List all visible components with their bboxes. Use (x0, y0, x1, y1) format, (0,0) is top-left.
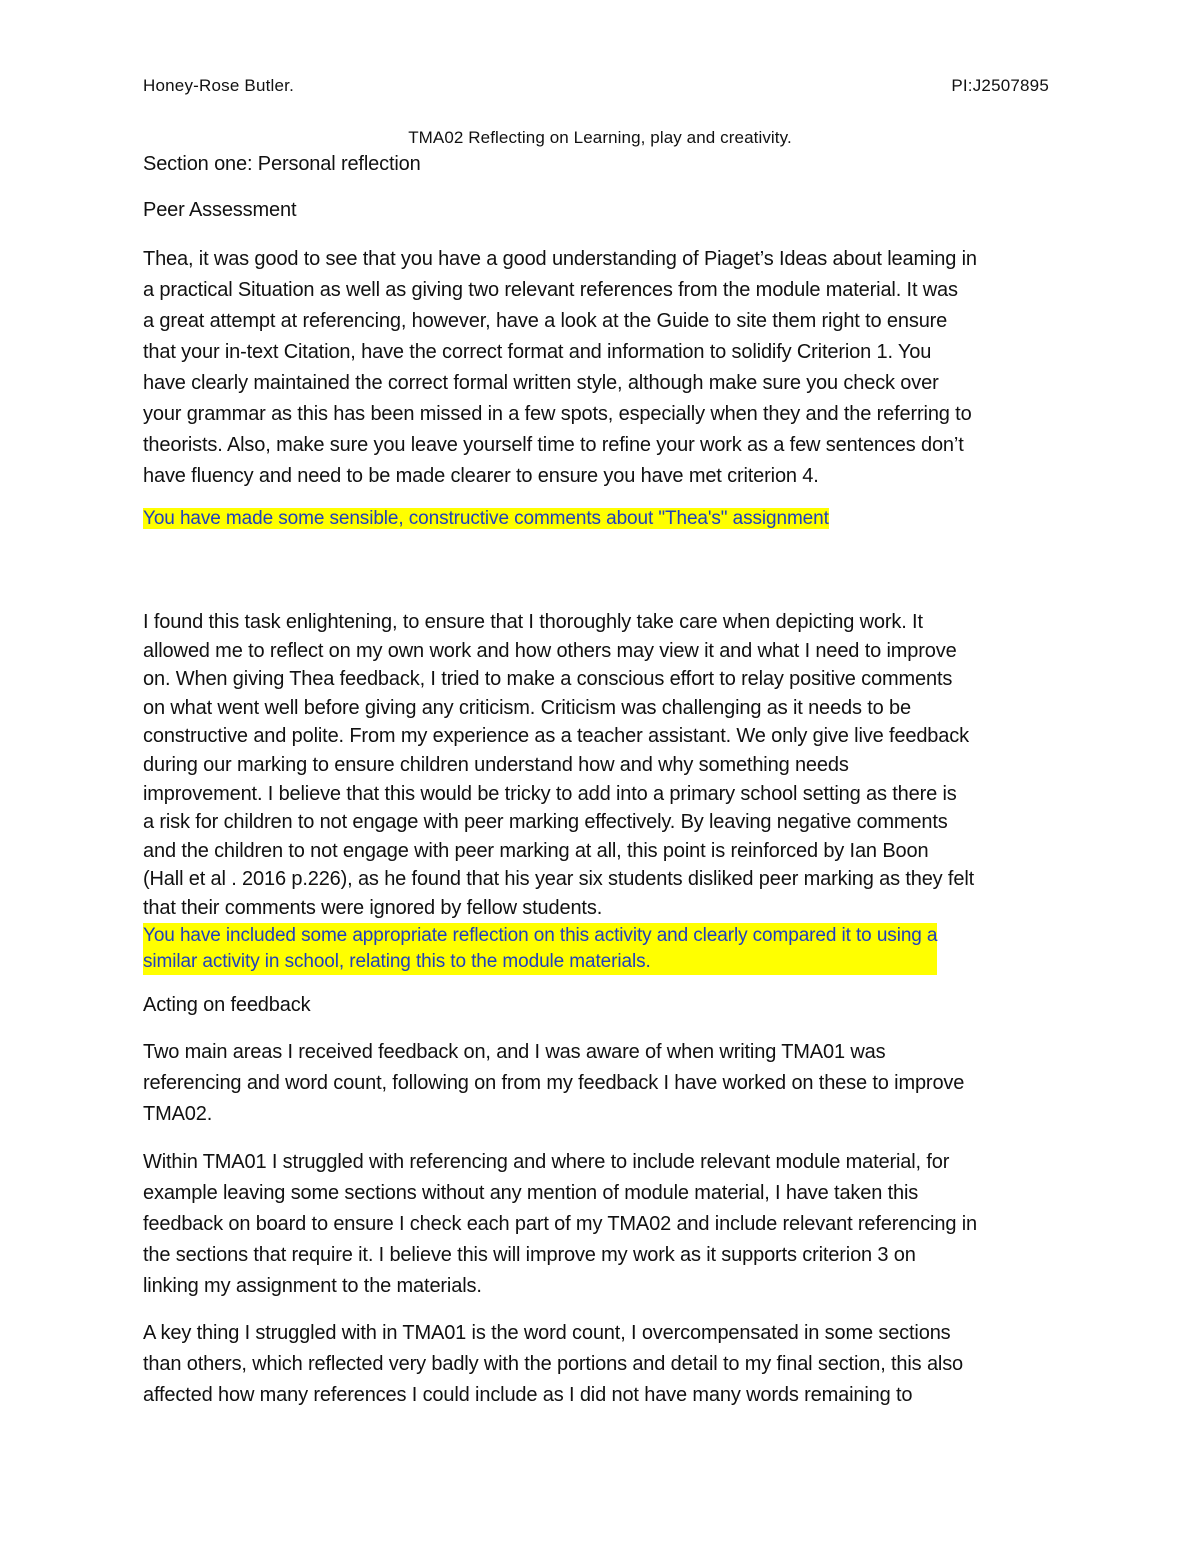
paragraph-line: Thea, it was good to see that you have a good understanding of Piaget’s Ideas about leaming in (143, 248, 977, 270)
highlighted-comment: You have made some sensible, constructive comments about "Thea's" assignment (143, 508, 829, 529)
paragraph-line: during our marking to ensure children understand how and why something needs (143, 753, 849, 776)
paragraph-line: A key thing I struggled with in TMA01 is the word count, I overcompensated in some sections (143, 1322, 951, 1344)
feedback-paragraph-3 (143, 1318, 1068, 1411)
header-pi: PI:J2507895 (951, 76, 1049, 95)
tutor-comment-1 (143, 506, 829, 532)
header-author: Honey-Rose Butler. (143, 76, 295, 95)
section-heading: Section one: Personal reflection (143, 153, 421, 175)
paragraph-line: a great attempt at referencing, however, have a look at the Guide to site them right to ensure (143, 310, 948, 332)
paragraph-line: the sections that require it. I believe this will improve my work as it supports criterion 3 on (143, 1244, 916, 1266)
peer-assessment-heading: Peer Assessment (143, 199, 297, 221)
paragraph-line: example leaving some sections without any mention of module material, I have taken this (143, 1182, 919, 1204)
paragraph-line: improvement. I believe that this would be tricky to add into a primary school setting as there is (143, 782, 957, 805)
paragraph-line: constructive and polite. From my experience as a teacher assistant. We only give live feedback (143, 725, 969, 748)
feedback-paragraph-2 (143, 1147, 1068, 1302)
paragraph-line: your grammar as this has been missed in a few spots, especially when they and the referring to (143, 403, 972, 425)
highlighted-comment: You have included some appropriate reflection on this activity and clearly compared it to using a (143, 925, 938, 946)
paragraph-line: referencing and word count, following on from my feedback I have worked on these to improve (143, 1072, 965, 1094)
paragraph-line: on what went well before giving any criticism. Criticism was challenging as it needs to be (143, 696, 911, 719)
feedback-paragraph-1 (143, 1037, 1068, 1130)
paragraph-line: allowed me to reflect on my own work and how others may view it and what I need to improve (143, 639, 957, 662)
paragraph-line: linking my assignment to the materials. (143, 1275, 482, 1297)
paragraph-line: TMA02. (143, 1103, 213, 1125)
paragraph-line: a practical Situation as well as giving two relevant references from the module material. It was (143, 279, 958, 301)
highlighted-comment: similar activity in school, relating this to the module materials. (143, 951, 651, 972)
acting-on-feedback-heading: Acting on feedback (143, 994, 311, 1016)
paragraph-line: that their comments were ignored by fellow students. (143, 896, 603, 919)
reflection-paragraph (143, 608, 1068, 923)
paragraph-line: have clearly maintained the correct formal written style, although make sure you check over (143, 372, 939, 394)
paragraph-line: (Hall et al . 2016 p.226), as he found that his year six students disliked peer marking as they felt (143, 868, 975, 891)
paragraph-line: theorists. Also, make sure you leave yourself time to refine your work as a few sentences don’t (143, 434, 964, 456)
document-title: TMA02 Reflecting on Learning, play and creativity. (408, 128, 792, 147)
paragraph-line: than others, which reflected very badly with the portions and detail to my final section, this also (143, 1353, 964, 1375)
paragraph-line: I found this task enlightening, to ensure that I thoroughly take care when depicting work. It (143, 611, 923, 633)
paragraph-line: Within TMA01 I struggled with referencing and where to include relevant module material, for (143, 1151, 950, 1173)
paragraph-line: feedback on board to ensure I check each part of my TMA02 and include relevant referencing in (143, 1213, 977, 1235)
paragraph-line: and the children to not engage with peer marking at all, this point is reinforced by Ian Boon (143, 839, 929, 862)
tutor-comment-2 (143, 923, 937, 975)
paragraph-line: a risk for children to not engage with peer marking effectively. By leaving negative comments (143, 811, 948, 834)
paragraph-line: on. When giving Thea feedback, I tried to make a conscious effort to relay positive comments (143, 668, 953, 691)
paragraph-line: that your in-text Citation, have the correct format and information to solidify Criterion 1. You (143, 341, 932, 363)
peer-assessment-paragraph (143, 244, 1068, 492)
paragraph-line: affected how many references I could include as I did not have many words remaining to (143, 1384, 913, 1406)
paragraph-line: have fluency and need to be made clearer to ensure you have met criterion 4. (143, 465, 819, 487)
paragraph-line: Two main areas I received feedback on, and I was aware of when writing TMA01 was (143, 1041, 886, 1063)
